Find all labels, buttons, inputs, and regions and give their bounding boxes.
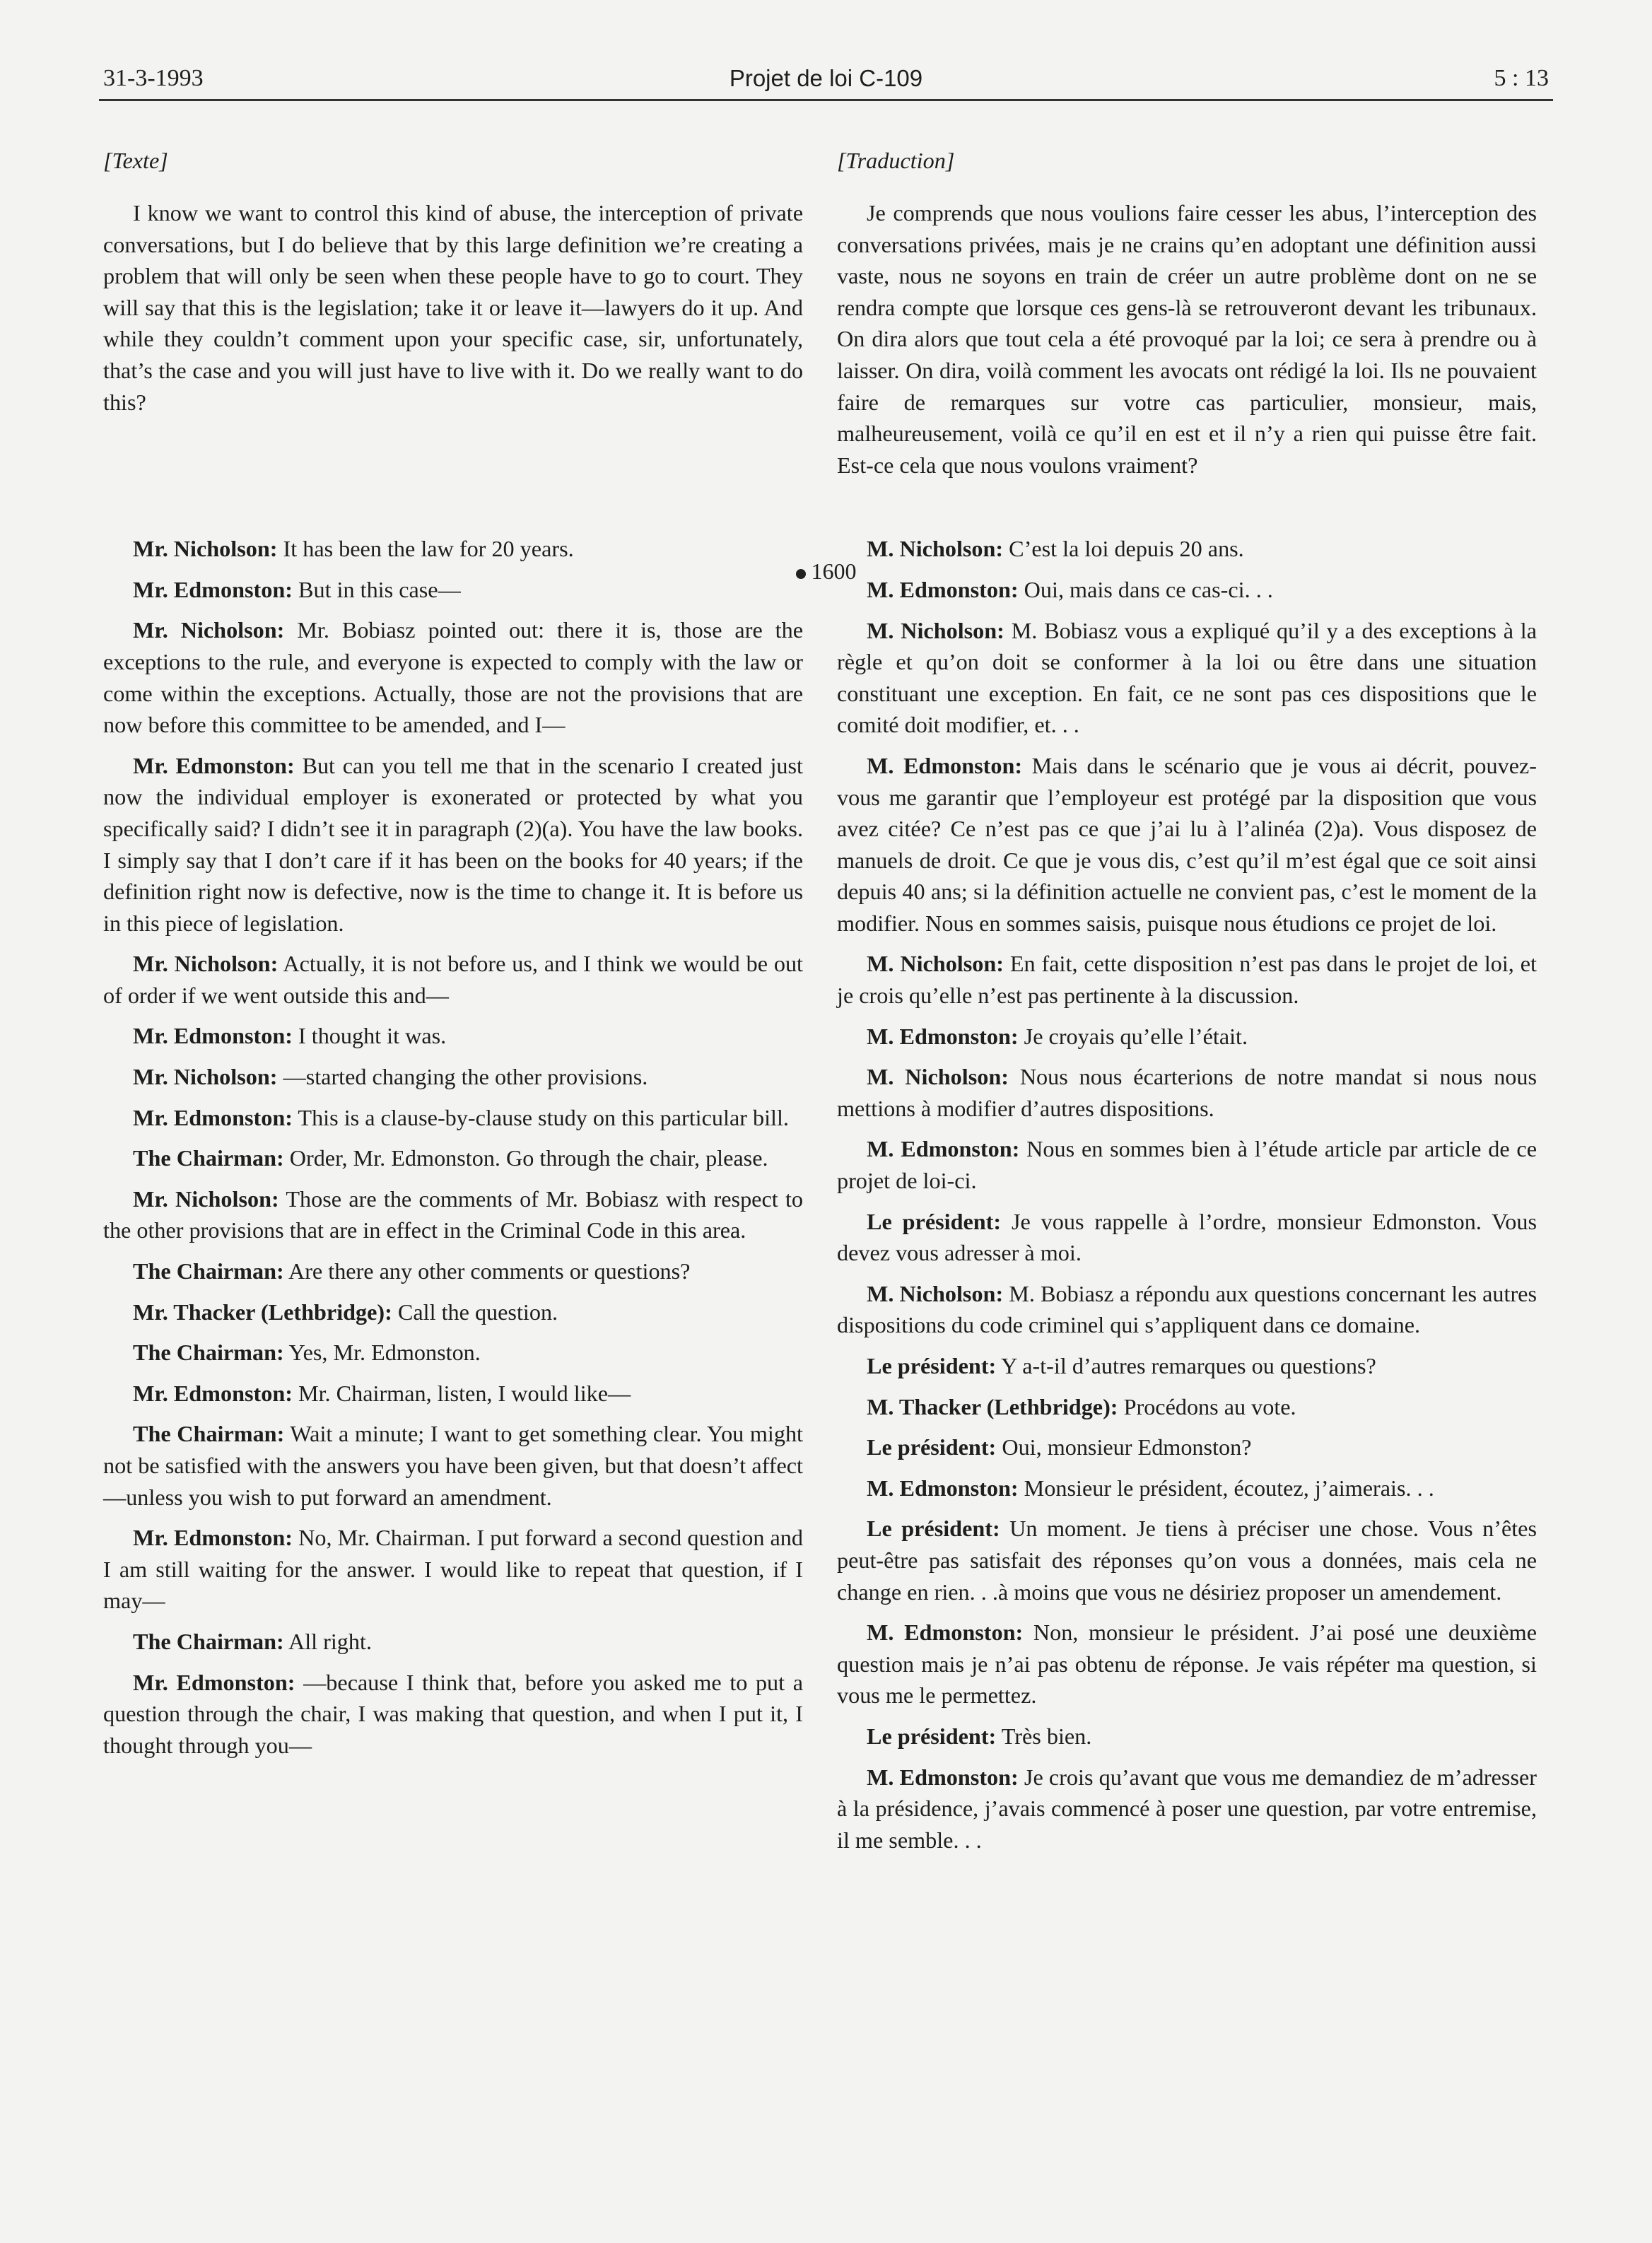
french-turns — [837, 533, 1537, 1856]
speaker-name: Mr. Edmonston: — [133, 1023, 293, 1049]
speaker-name: Mr. Thacker (Lethbridge): — [133, 1299, 392, 1325]
speaker-text: It has been the law for 20 years. — [277, 536, 574, 562]
speaker-name: M. Nicholson: — [867, 1064, 1009, 1090]
header-title: Projet de loi C-109 — [729, 65, 923, 91]
speaker-text: All right. — [283, 1628, 372, 1654]
speaker-turn — [103, 1142, 803, 1174]
speaker-turn — [103, 1296, 803, 1328]
bullet-icon — [796, 569, 806, 579]
speaker-text: Monsieur le président, écoutez, j’aimerais. . . — [1018, 1475, 1434, 1501]
speaker-turn — [103, 1020, 803, 1052]
speaker-name: The Chairman: — [133, 1145, 284, 1171]
speaker-turn — [103, 1667, 803, 1762]
speaker-turn — [103, 1102, 803, 1134]
speaker-name: The Chairman: — [133, 1340, 284, 1366]
speaker-turn — [837, 1133, 1537, 1196]
time-marker-value: 1600 — [811, 558, 857, 584]
speaker-turn — [837, 574, 1537, 606]
speaker-name: Mr. Nicholson: — [133, 1185, 279, 1212]
speaker-text: Yes, Mr. Edmonston. — [283, 1340, 481, 1366]
speaker-text: No, Mr. Chairman. I put forward a second question and I am still waiting for the answer. I would like to repeat that question, if I may— — [103, 1525, 803, 1614]
speaker-turn — [837, 1206, 1537, 1269]
speaker-text: Those are the comments of Mr. Bobiasz with respect to the other provisions that are in effect in the Criminal Code in this area. — [103, 1185, 803, 1243]
speaker-text: Call the question. — [392, 1299, 558, 1325]
speaker-text: Actually, it is not before us, and I think we would be out of order if we went outside this and— — [103, 951, 803, 1008]
speaker-text: Je croyais qu’elle l’était. — [1018, 1023, 1248, 1049]
speaker-text: Nous en sommes bien à l’étude article par article de ce projet de loi-ci. — [837, 1136, 1537, 1194]
speaker-text: Un moment. Je tiens à préciser une chose. Vous n’êtes peut-être pas satisfait des réponses qu’on vous a données, mais cela ne change en rien. . .à moins que vous ne désiriez proposer un amendement. — [837, 1516, 1537, 1605]
french-intro: Je comprends que nous voulions faire cesser les abus, l’interception des conversations privées, mais je ne crains qu’en adoptant une définition aussi vaste, nous ne soyons en train de créer un autre problème dont on ne se rendra compte que lorsque ces gens-là se retrouveront devant les tribunaux. On dira alors que tout cela a été provoqué par la loi; ce sera à prendre ou à laisser. On dira, voilà comment les avocats ont rédigé la loi. Ils ne pouvaient faire de remarques sur votre cas particulier, monsieur, mais, malheureusement, voilà ce qu’il en est et il n’y a rien qui puisse être fait. Est-ce cela que nous voulons vraiment? — [837, 200, 1537, 478]
speaker-name: M. Edmonston: — [867, 1475, 1019, 1501]
speaker-name: The Chairman: — [133, 1628, 284, 1654]
speaker-name: Mr. Nicholson: — [133, 951, 279, 977]
speaker-name: M. Edmonston: — [867, 1023, 1019, 1049]
speaker-text: Procédons au vote. — [1118, 1393, 1296, 1419]
speaker-turn — [837, 1617, 1537, 1711]
speaker-turn — [837, 1350, 1537, 1382]
speaker-text: Très bien. — [996, 1723, 1092, 1749]
speaker-turn — [837, 533, 1537, 565]
speaker-name: Mr. Edmonston: — [133, 1104, 293, 1130]
speaker-turn — [103, 1337, 803, 1369]
speaker-turn — [837, 1431, 1537, 1463]
speaker-name: Le président: — [867, 1208, 1002, 1234]
speaker-name: Le président: — [867, 1723, 997, 1749]
speaker-text: Mr. Bobiasz pointed out: there it is, those are the exceptions to the rule, and everyone is expected to comply with the law or come within the exceptions. Actually, those are not the provisions that are now before this committee to be amended, and I— — [103, 617, 803, 738]
speaker-name: M. Edmonston: — [867, 752, 1023, 778]
speaker-name: The Chairman: — [133, 1421, 285, 1447]
speaker-text: Mais dans le scénario que je vous ai décrit, pouvez-vous me garantir que l’employeur est protégé par la disposition que vous avez citée? Ce n’est pas ce que j’ai lu à l’alinéa (2)a). Vous disposez de manuels de droit. Ce que je vous dis, c’est qu’il m’est égal que ce soit ainsi depuis 40 ans; si la définition actuelle ne convient pas, c’est le moment de la modifier. Nous en sommes saisis, puisque nous étudions ce projet de loi. — [837, 752, 1537, 936]
speaker-text: This is a clause-by-clause study on this particular bill. — [292, 1104, 789, 1130]
speaker-name: Mr. Nicholson: — [133, 617, 285, 643]
speaker-turn — [837, 1472, 1537, 1504]
speaker-name: M. Nicholson: — [867, 951, 1004, 977]
speaker-turn — [837, 1278, 1537, 1341]
speaker-turn — [103, 750, 803, 939]
speaker-turn — [103, 1378, 803, 1410]
speaker-text: —started changing the other provisions. — [277, 1064, 648, 1090]
speaker-turn — [837, 1721, 1537, 1752]
speaker-text: But in this case— — [292, 576, 461, 602]
speaker-text: Are there any other comments or questions? — [283, 1258, 691, 1284]
speaker-text: Oui, monsieur Edmonston? — [996, 1434, 1252, 1460]
speaker-turn — [103, 1418, 803, 1513]
speaker-name: Mr. Edmonston: — [133, 1669, 295, 1695]
speaker-text: M. Bobiasz vous a expliqué qu’il y a des exceptions à la règle et qu’on doit se conformer à la loi ou être dans une situation constituant une exception. En fait, ce ne sont pas ces dispositions que le comité doit modifier, et. . . — [837, 617, 1537, 738]
speaker-turn — [103, 1626, 803, 1658]
header-date: 31-3-1993 — [103, 65, 204, 91]
speaker-text: Wait a minute; I want to get something clear. You might not be satisfied with the answers you have been given, but that doesn’t affect—unless you wish to put forward an amendment. — [103, 1421, 804, 1510]
speaker-turn — [837, 1762, 1537, 1856]
speaker-name: Mr. Nicholson: — [133, 536, 278, 562]
speaker-name: M. Nicholson: — [867, 617, 1004, 643]
speaker-text: —because I think that, before you asked me to put a question through the chair, I was making that question, and when I put it, I thought through you— — [103, 1669, 803, 1758]
time-marker-spacer-fr — [837, 481, 1537, 533]
speaker-turn — [103, 948, 803, 1011]
english-turns — [103, 533, 803, 1761]
french-column — [837, 145, 1537, 1856]
french-tag: [Traduction] — [837, 148, 955, 173]
header-page-number: 5 : 13 — [1494, 65, 1549, 91]
speaker-text: Je crois qu’avant que vous me demandiez de m’adresser à la présidence, j’avais commencé à poser une question, par votre entremise, il me semble. . . — [837, 1764, 1537, 1853]
speaker-name: Mr. Edmonston: — [133, 752, 295, 778]
speaker-text: Y a-t-il d’autres remarques ou questions? — [996, 1353, 1376, 1378]
speaker-turn — [103, 614, 803, 740]
speaker-name: M. Edmonston: — [867, 1136, 1020, 1162]
english-tag: [Texte] — [103, 148, 168, 173]
speaker-name: Mr. Edmonston: — [133, 576, 293, 602]
speaker-name: The Chairman: — [133, 1258, 284, 1284]
speaker-turn — [837, 1021, 1537, 1053]
speaker-name: M. Edmonston: — [867, 576, 1019, 602]
speaker-turn — [837, 948, 1537, 1011]
speaker-name: Mr. Edmonston: — [133, 1380, 293, 1406]
speaker-turn — [103, 1183, 803, 1246]
speaker-text: M. Bobiasz a répondu aux questions concernant les autres dispositions du code criminel qui s’appliquent dans ce domaine. — [837, 1280, 1537, 1338]
speaker-turn — [837, 1061, 1537, 1124]
speaker-turn — [837, 750, 1537, 939]
speaker-text: Je vous rappelle à l’ordre, monsieur Edmonston. Vous devez vous adresser à moi. — [837, 1208, 1537, 1266]
speaker-turn — [103, 1255, 803, 1287]
speaker-text: Mr. Chairman, listen, I would like— — [292, 1380, 631, 1406]
english-intro: I know we want to control this kind of abuse, the interception of private conversations, but I do believe that by this large definition we’re creating a problem that will only be seen when these people have to go to court. They will say that this is the legislation; take it or leave it—lawyers do it up. And while they couldn’t comment upon your specific case, sir, unfortunately, that’s the case and you will just have to live with it. Do we really want to do this? — [103, 200, 803, 415]
time-marker-spacer — [103, 418, 803, 533]
speaker-turn — [837, 1513, 1537, 1607]
speaker-text: Oui, mais dans ce cas-ci. . . — [1018, 576, 1273, 602]
speaker-text: C’est la loi depuis 20 ans. — [1003, 536, 1244, 562]
speaker-text: En fait, cette disposition n’est pas dans le projet de loi, et je crois qu’elle n’est pas pertinente à la discussion. — [837, 951, 1537, 1009]
speaker-text: Non, monsieur le président. J’ai posé une deuxième question mais je n’ai pas obtenu de réponse. Je vais répéter ma question, si vous me le permettez. — [837, 1620, 1537, 1709]
speaker-name: Le président: — [867, 1353, 997, 1378]
english-column — [103, 145, 803, 1761]
speaker-text: Order, Mr. Edmonston. Go through the chair, please. — [283, 1145, 768, 1171]
speaker-name: M. Nicholson: — [867, 1280, 1004, 1306]
speaker-text: But can you tell me that in the scenario I created just now the individual employer is exonerated or protected by what you specifically said? I didn’t see it in paragraph (2)(a). You have the law books. I simply say that I don’t care if it has been on the books for 40 years; if the definition right now is defective, now is the time to change it. It is before us in this piece of legislation. — [103, 752, 803, 936]
page-header — [99, 61, 1553, 101]
speaker-name: Mr. Edmonston: — [133, 1525, 293, 1551]
speaker-turn — [837, 615, 1537, 741]
speaker-name: Mr. Nicholson: — [133, 1064, 278, 1090]
speaker-name: M. Thacker (Lethbridge): — [867, 1393, 1118, 1419]
speaker-name: M. Edmonston: — [867, 1764, 1019, 1790]
speaker-turn — [837, 1391, 1537, 1423]
speaker-text: I thought it was. — [292, 1023, 447, 1049]
speaker-name: Le président: — [867, 1434, 997, 1460]
speaker-name: M. Nicholson: — [867, 536, 1004, 562]
speaker-turn — [103, 1061, 803, 1093]
speaker-turn — [103, 1522, 803, 1617]
speaker-name: Le président: — [867, 1516, 1000, 1542]
speaker-text: Nous nous écarterions de notre mandat si nous nous mettions à modifier d’autres dispositions. — [837, 1064, 1537, 1121]
speaker-name: M. Edmonston: — [867, 1620, 1024, 1646]
